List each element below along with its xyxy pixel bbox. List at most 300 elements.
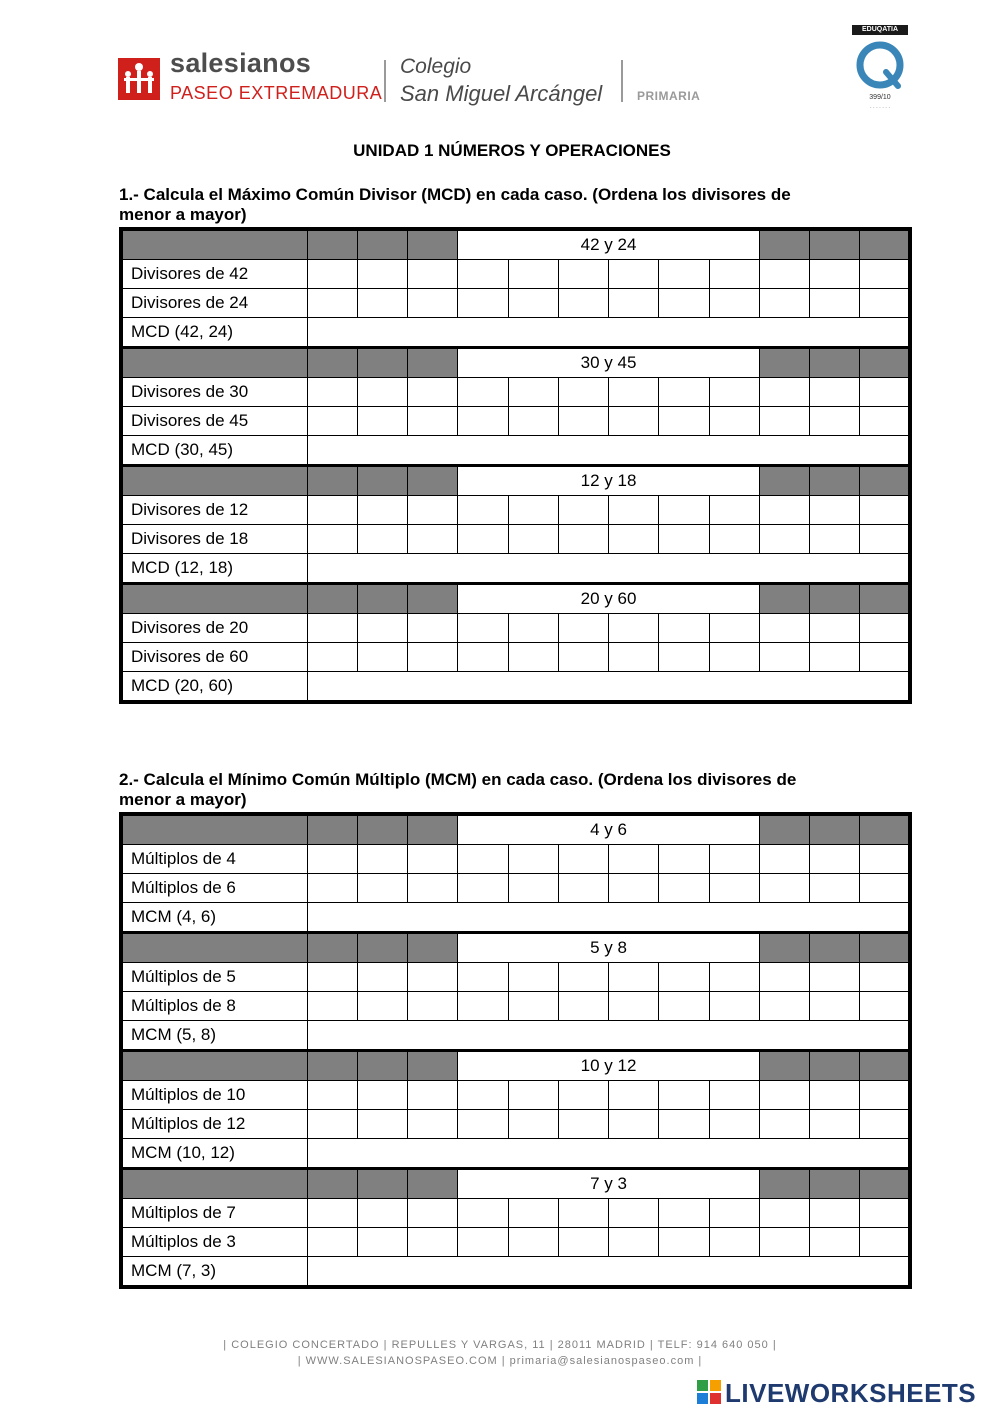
answer-cell[interactable]	[609, 1081, 659, 1110]
answer-row	[121, 496, 910, 525]
answer-cell[interactable]	[408, 1110, 458, 1139]
result-answer-cell[interactable]	[307, 318, 910, 348]
header-label-cell	[121, 933, 307, 963]
result-answer-cell[interactable]	[307, 1021, 910, 1051]
answer-cell[interactable]	[659, 643, 709, 672]
answer-cell[interactable]	[357, 407, 407, 436]
answer-cell[interactable]	[810, 1228, 860, 1257]
header-filler-cell	[307, 229, 357, 260]
result-answer-cell[interactable]	[307, 1257, 910, 1288]
answer-cell[interactable]	[307, 614, 357, 643]
header-filler-cell	[759, 1051, 809, 1081]
answer-cell[interactable]	[508, 1228, 558, 1257]
answer-cell[interactable]	[609, 992, 659, 1021]
answer-cell[interactable]	[458, 845, 508, 874]
answer-cell[interactable]	[508, 378, 558, 407]
answer-cell[interactable]	[659, 496, 709, 525]
answer-cell[interactable]	[508, 496, 558, 525]
answer-cell[interactable]	[759, 992, 809, 1021]
answer-cell[interactable]	[508, 963, 558, 992]
answer-cell[interactable]	[307, 1228, 357, 1257]
answer-cell[interactable]	[810, 614, 860, 643]
answer-cell[interactable]	[357, 1228, 407, 1257]
answer-cell[interactable]	[759, 1110, 809, 1139]
header-filler-cell	[759, 814, 809, 845]
answer-cell[interactable]	[860, 643, 910, 672]
answer-cell[interactable]	[458, 1199, 508, 1228]
answer-cell[interactable]	[357, 643, 407, 672]
answer-cell[interactable]	[508, 845, 558, 874]
header-filler-cell	[408, 466, 458, 496]
answer-cell[interactable]	[408, 845, 458, 874]
answer-cell[interactable]	[810, 407, 860, 436]
school-name-line1: Colegio	[400, 55, 472, 78]
header-filler-cell	[810, 348, 860, 378]
answer-cell[interactable]	[357, 963, 407, 992]
answer-row	[121, 845, 910, 874]
answer-cell[interactable]	[458, 874, 508, 903]
header-filler-cell	[408, 348, 458, 378]
header-filler-cell	[408, 1051, 458, 1081]
answer-cell[interactable]	[508, 260, 558, 289]
answer-row	[121, 378, 910, 407]
answer-cell[interactable]	[709, 1081, 759, 1110]
answer-cell[interactable]	[558, 992, 608, 1021]
answer-cell[interactable]	[759, 407, 809, 436]
result-answer-cell[interactable]	[307, 554, 910, 584]
question-2	[119, 770, 879, 810]
answer-cell[interactable]	[659, 525, 709, 554]
answer-cell[interactable]	[659, 1199, 709, 1228]
row-label: Divisores de 12	[121, 496, 307, 525]
header-filler-cell	[357, 584, 407, 614]
answer-cell[interactable]	[609, 1199, 659, 1228]
answer-cell[interactable]	[558, 874, 608, 903]
row-label: Múltiplos de 8	[121, 992, 307, 1021]
answer-cell[interactable]	[860, 496, 910, 525]
answer-cell[interactable]	[508, 289, 558, 318]
page-header	[0, 0, 1000, 120]
answer-cell[interactable]	[709, 378, 759, 407]
school-name-line2: San Miguel Arcángel	[400, 81, 603, 106]
answer-cell[interactable]	[860, 614, 910, 643]
answer-cell[interactable]	[659, 992, 709, 1021]
answer-cell[interactable]	[357, 289, 407, 318]
question-1-line1: 1.- Calcula el Máximo Común Divisor (MCD) en cada caso. (Ordena los divisores de	[119, 185, 791, 204]
header-filler-cell	[408, 814, 458, 845]
answer-cell[interactable]	[458, 496, 508, 525]
header-filler-cell	[759, 348, 809, 378]
header-filler-cell	[307, 933, 357, 963]
header-label-cell	[121, 348, 307, 378]
header-filler-cell	[759, 584, 809, 614]
answer-cell[interactable]	[458, 260, 508, 289]
answer-cell[interactable]	[558, 1081, 608, 1110]
answer-cell[interactable]	[810, 643, 860, 672]
header-label-cell	[121, 1169, 307, 1199]
answer-cell[interactable]	[408, 525, 458, 554]
brand-name: salesianos	[170, 48, 312, 78]
answer-cell[interactable]	[759, 963, 809, 992]
answer-cell[interactable]	[307, 845, 357, 874]
header-label-cell	[121, 814, 307, 845]
answer-cell[interactable]	[558, 1199, 608, 1228]
answer-cell[interactable]	[609, 874, 659, 903]
answer-cell[interactable]	[357, 1110, 407, 1139]
header-filler-cell	[408, 1169, 458, 1199]
answer-cell[interactable]	[709, 992, 759, 1021]
number-pair: 20 y 60	[458, 584, 760, 614]
answer-cell[interactable]	[709, 874, 759, 903]
answer-cell[interactable]	[659, 963, 709, 992]
answer-cell[interactable]	[759, 614, 809, 643]
header-filler-cell	[860, 933, 910, 963]
header-filler-cell	[307, 584, 357, 614]
answer-row	[121, 992, 910, 1021]
row-label: Divisores de 45	[121, 407, 307, 436]
answer-cell[interactable]	[357, 874, 407, 903]
answer-cell[interactable]	[307, 407, 357, 436]
row-label: Divisores de 42	[121, 260, 307, 289]
watermark-text: LIVEWORKSHEETS	[725, 1378, 977, 1408]
pair-header-row	[121, 466, 910, 496]
answer-cell[interactable]	[810, 845, 860, 874]
answer-cell[interactable]	[860, 963, 910, 992]
pair-header-row	[121, 814, 910, 845]
result-answer-cell[interactable]	[307, 1139, 910, 1169]
result-label: MCM (5, 8)	[121, 1021, 307, 1051]
answer-cell[interactable]	[458, 643, 508, 672]
answer-cell[interactable]	[408, 874, 458, 903]
answer-cell[interactable]	[408, 1081, 458, 1110]
answer-cell[interactable]	[458, 1110, 508, 1139]
answer-cell[interactable]	[659, 874, 709, 903]
answer-cell[interactable]	[659, 260, 709, 289]
answer-cell[interactable]	[709, 289, 759, 318]
answer-cell[interactable]	[759, 643, 809, 672]
answer-cell[interactable]	[307, 525, 357, 554]
answer-cell[interactable]	[609, 378, 659, 407]
answer-cell[interactable]	[810, 1199, 860, 1228]
answer-cell[interactable]	[558, 1110, 608, 1139]
answer-cell[interactable]	[659, 845, 709, 874]
answer-cell[interactable]	[810, 289, 860, 318]
result-label: MCM (10, 12)	[121, 1139, 307, 1169]
header-filler-cell	[759, 933, 809, 963]
result-answer-cell[interactable]	[307, 672, 910, 703]
answer-row	[121, 407, 910, 436]
liveworksheets-logo-icon	[697, 1380, 721, 1404]
answer-row	[121, 643, 910, 672]
result-label: MCM (7, 3)	[121, 1257, 307, 1288]
answer-cell[interactable]	[659, 1228, 709, 1257]
row-label: Múltiplos de 12	[121, 1110, 307, 1139]
pair-header-row	[121, 933, 910, 963]
header-filler-cell	[307, 348, 357, 378]
header-filler-cell	[307, 1051, 357, 1081]
answer-cell[interactable]	[508, 992, 558, 1021]
answer-cell[interactable]	[408, 378, 458, 407]
answer-cell[interactable]	[759, 1081, 809, 1110]
number-pair: 12 y 18	[458, 466, 760, 496]
answer-cell[interactable]	[307, 289, 357, 318]
result-answer-cell[interactable]	[307, 436, 910, 466]
answer-cell[interactable]	[357, 1081, 407, 1110]
answer-cell[interactable]	[759, 289, 809, 318]
answer-cell[interactable]	[659, 1081, 709, 1110]
answer-cell[interactable]	[307, 643, 357, 672]
answer-cell[interactable]	[508, 643, 558, 672]
answer-cell[interactable]	[709, 963, 759, 992]
answer-row	[121, 525, 910, 554]
pair-header-row	[121, 1051, 910, 1081]
answer-cell[interactable]	[458, 992, 508, 1021]
answer-cell[interactable]	[860, 992, 910, 1021]
answer-cell[interactable]	[558, 643, 608, 672]
answer-cell[interactable]	[759, 525, 809, 554]
answer-cell[interactable]	[307, 1081, 357, 1110]
result-row	[121, 1257, 910, 1288]
answer-cell[interactable]	[408, 614, 458, 643]
answer-row	[121, 1199, 910, 1228]
answer-cell[interactable]	[609, 1228, 659, 1257]
answer-cell[interactable]	[810, 963, 860, 992]
answer-cell[interactable]	[307, 1110, 357, 1139]
answer-cell[interactable]	[860, 525, 910, 554]
header-filler-cell	[357, 1051, 407, 1081]
header-filler-cell	[810, 814, 860, 845]
header-label-cell	[121, 466, 307, 496]
answer-cell[interactable]	[408, 1199, 458, 1228]
answer-cell[interactable]	[759, 378, 809, 407]
header-filler-cell	[357, 466, 407, 496]
answer-cell[interactable]	[609, 289, 659, 318]
row-label: Divisores de 20	[121, 614, 307, 643]
answer-cell[interactable]	[558, 407, 608, 436]
row-label: Múltiplos de 10	[121, 1081, 307, 1110]
header-filler-cell	[408, 584, 458, 614]
answer-cell[interactable]	[709, 1199, 759, 1228]
certificate-label: EDUQATIA	[852, 25, 908, 35]
result-answer-cell[interactable]	[307, 903, 910, 933]
answer-row	[121, 1228, 910, 1257]
answer-cell[interactable]	[458, 407, 508, 436]
answer-cell[interactable]	[810, 1081, 860, 1110]
answer-cell[interactable]	[709, 407, 759, 436]
answer-cell[interactable]	[307, 963, 357, 992]
answer-cell[interactable]	[609, 1110, 659, 1139]
answer-cell[interactable]	[408, 643, 458, 672]
question-2-line2: menor a mayor)	[119, 790, 247, 809]
answer-cell[interactable]	[458, 525, 508, 554]
answer-cell[interactable]	[860, 1199, 910, 1228]
answer-cell[interactable]	[357, 260, 407, 289]
question-1	[119, 185, 879, 225]
answer-cell[interactable]	[558, 289, 608, 318]
footer-contact: | WWW.SALESIANOSPASEO.COM | primaria@salesianospaseo.com |	[297, 1355, 703, 1367]
answer-cell[interactable]	[609, 643, 659, 672]
answer-cell[interactable]	[810, 260, 860, 289]
answer-cell[interactable]	[307, 496, 357, 525]
answer-cell[interactable]	[307, 378, 357, 407]
row-label: Múltiplos de 4	[121, 845, 307, 874]
answer-row	[121, 1110, 910, 1139]
answer-cell[interactable]	[810, 525, 860, 554]
answer-cell[interactable]	[709, 260, 759, 289]
answer-cell[interactable]	[408, 963, 458, 992]
answer-cell[interactable]	[508, 874, 558, 903]
answer-cell[interactable]	[558, 260, 608, 289]
answer-cell[interactable]	[609, 845, 659, 874]
answer-cell[interactable]	[307, 260, 357, 289]
answer-cell[interactable]	[558, 525, 608, 554]
answer-cell[interactable]	[458, 1228, 508, 1257]
answer-cell[interactable]	[860, 874, 910, 903]
header-filler-cell	[357, 814, 407, 845]
answer-row	[121, 289, 910, 318]
answer-cell[interactable]	[357, 1199, 407, 1228]
answer-cell[interactable]	[759, 1228, 809, 1257]
answer-cell[interactable]	[609, 963, 659, 992]
answer-cell[interactable]	[709, 643, 759, 672]
answer-cell[interactable]	[357, 378, 407, 407]
answer-cell[interactable]	[659, 407, 709, 436]
brand-subtitle: PASEO EXTREMADURA	[170, 83, 383, 103]
answer-cell[interactable]	[408, 1228, 458, 1257]
header-filler-cell	[408, 229, 458, 260]
mcd-table	[119, 227, 912, 704]
result-label: MCD (30, 45)	[121, 436, 307, 466]
answer-cell[interactable]	[458, 614, 508, 643]
answer-cell[interactable]	[558, 1228, 608, 1257]
answer-cell[interactable]	[860, 1110, 910, 1139]
answer-cell[interactable]	[458, 378, 508, 407]
question-2-line1: 2.- Calcula el Mínimo Común Múltiplo (MCM) en cada caso. (Ordena los divisores de	[119, 770, 797, 789]
answer-cell[interactable]	[759, 845, 809, 874]
answer-cell[interactable]	[307, 874, 357, 903]
answer-cell[interactable]	[659, 614, 709, 643]
page-title: UNIDAD 1 NÚMEROS Y OPERACIONES	[353, 141, 671, 160]
answer-cell[interactable]	[508, 525, 558, 554]
answer-cell[interactable]	[357, 614, 407, 643]
header-filler-cell	[307, 1169, 357, 1199]
pair-header-row	[121, 229, 910, 260]
answer-row	[121, 614, 910, 643]
answer-cell[interactable]	[759, 260, 809, 289]
header-filler-cell	[860, 1051, 910, 1081]
answer-cell[interactable]	[709, 1228, 759, 1257]
answer-cell[interactable]	[860, 260, 910, 289]
answer-cell[interactable]	[458, 1081, 508, 1110]
result-row	[121, 1139, 910, 1169]
number-pair: 30 y 45	[458, 348, 760, 378]
header-filler-cell	[759, 229, 809, 260]
answer-cell[interactable]	[659, 1110, 709, 1139]
answer-cell[interactable]	[408, 260, 458, 289]
answer-cell[interactable]	[810, 874, 860, 903]
section-label: PRIMARIA	[637, 89, 701, 103]
answer-cell[interactable]	[609, 407, 659, 436]
header-filler-cell	[860, 1169, 910, 1199]
result-row	[121, 318, 910, 348]
answer-cell[interactable]	[759, 874, 809, 903]
answer-cell[interactable]	[408, 407, 458, 436]
answer-cell[interactable]	[659, 289, 709, 318]
answer-cell[interactable]	[860, 1228, 910, 1257]
header-filler-cell	[357, 229, 407, 260]
answer-row	[121, 1081, 910, 1110]
answer-cell[interactable]	[508, 1081, 558, 1110]
answer-cell[interactable]	[860, 407, 910, 436]
row-label: Divisores de 30	[121, 378, 307, 407]
result-row	[121, 1021, 910, 1051]
answer-cell[interactable]	[558, 496, 608, 525]
answer-cell[interactable]	[307, 992, 357, 1021]
answer-cell[interactable]	[609, 496, 659, 525]
answer-cell[interactable]	[357, 845, 407, 874]
answer-cell[interactable]	[709, 525, 759, 554]
answer-cell[interactable]	[558, 963, 608, 992]
header-filler-cell	[810, 229, 860, 260]
header-filler-cell	[860, 466, 910, 496]
answer-cell[interactable]	[860, 378, 910, 407]
answer-cell[interactable]	[357, 992, 407, 1021]
pair-header-row	[121, 584, 910, 614]
header-filler-cell	[357, 1169, 407, 1199]
answer-cell[interactable]	[709, 1110, 759, 1139]
answer-cell[interactable]	[408, 289, 458, 318]
header-filler-cell	[408, 933, 458, 963]
answer-cell[interactable]	[709, 496, 759, 525]
answer-cell[interactable]	[508, 407, 558, 436]
answer-cell[interactable]	[810, 992, 860, 1021]
header-filler-cell	[810, 933, 860, 963]
answer-cell[interactable]	[508, 1110, 558, 1139]
answer-cell[interactable]	[609, 614, 659, 643]
answer-cell[interactable]	[558, 614, 608, 643]
answer-cell[interactable]	[609, 525, 659, 554]
answer-cell[interactable]	[458, 963, 508, 992]
answer-cell[interactable]	[759, 496, 809, 525]
answer-cell[interactable]	[860, 845, 910, 874]
answer-cell[interactable]	[408, 496, 458, 525]
answer-cell[interactable]	[709, 845, 759, 874]
answer-cell[interactable]	[810, 496, 860, 525]
answer-cell[interactable]	[810, 378, 860, 407]
header-divider	[384, 60, 386, 102]
answer-cell[interactable]	[759, 1199, 809, 1228]
answer-cell[interactable]	[810, 1110, 860, 1139]
answer-cell[interactable]	[860, 289, 910, 318]
answer-cell[interactable]	[659, 378, 709, 407]
certificate-number: 399/10	[869, 94, 891, 101]
answer-cell[interactable]	[558, 378, 608, 407]
answer-cell[interactable]	[307, 1199, 357, 1228]
number-pair: 42 y 24	[458, 229, 760, 260]
answer-cell[interactable]	[357, 525, 407, 554]
answer-cell[interactable]	[357, 496, 407, 525]
answer-cell[interactable]	[609, 260, 659, 289]
answer-cell[interactable]	[408, 992, 458, 1021]
answer-cell[interactable]	[508, 614, 558, 643]
answer-row	[121, 874, 910, 903]
answer-cell[interactable]	[458, 289, 508, 318]
row-label: Múltiplos de 5	[121, 963, 307, 992]
answer-cell[interactable]	[508, 1199, 558, 1228]
answer-cell[interactable]	[860, 1081, 910, 1110]
answer-cell[interactable]	[709, 614, 759, 643]
answer-cell[interactable]	[558, 845, 608, 874]
